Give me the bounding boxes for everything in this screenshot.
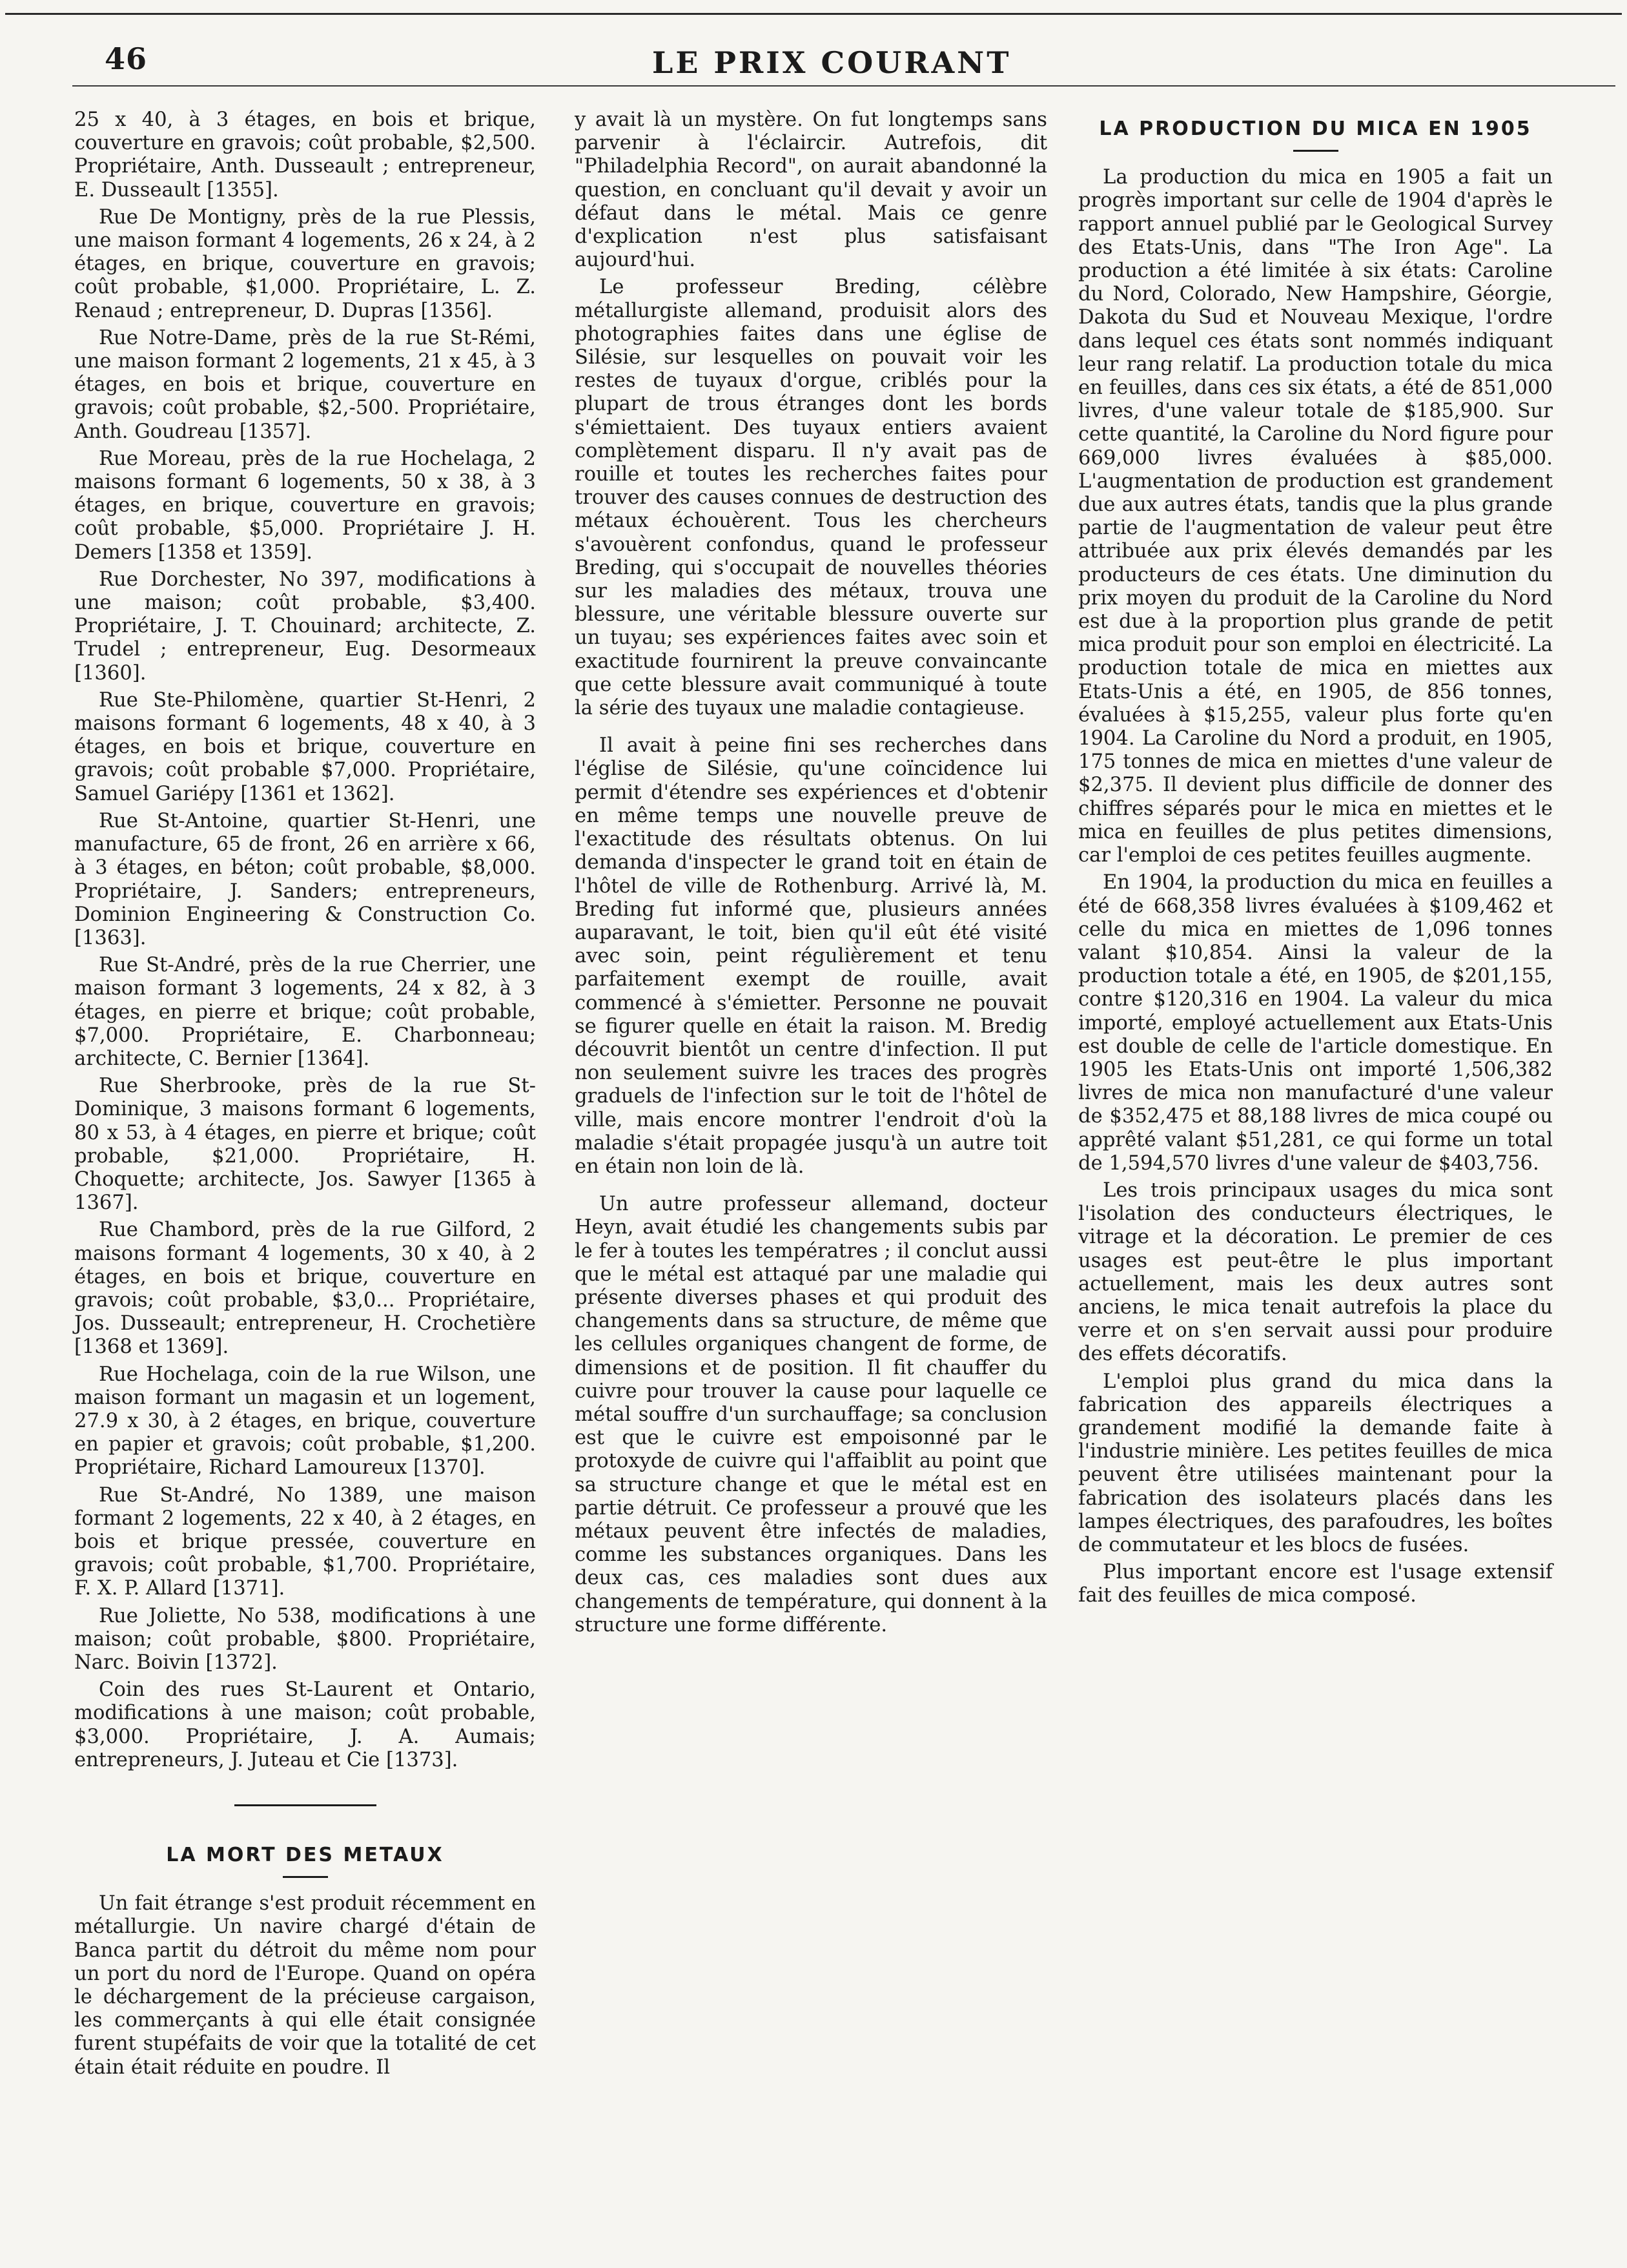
article-paragraph: Un fait étrange s'est produit récemment en métallurgie. Un navire chargé d'étain de Banca partit du détroit du même nom pour un port du nord de l'Europe. Quand on opéra le déchargement de la précieuse cargaison, les commerçants à qui elle était consignée furent stupéfaits de voir que la totalité de cet étain était réduite en poudre. Il bbox=[74, 1892, 536, 2079]
building-permit-entry: Rue Moreau, près de la rue Hochelaga, 2 maisons formant 6 logements, 50 x 38, à 3 étages, en brique, couverture en gravois; coût probable, $5,000. Propriétaire J. H. Demers [1358 et 1359]. bbox=[74, 447, 536, 564]
article-paragraph: L'emploi plus grand du mica dans la fabrication des appareils électriques a grandement modifié la demande faite à l'industrie minière. Les petites feuilles de mica peuvent être utilisées maintenant pour la fabrication des isolateurs placés dans les lampes électriques, des parafoudres, les boîtes de commutateur et les blocs de fusées. bbox=[1078, 1370, 1553, 1556]
column-3 bbox=[1078, 108, 1553, 1612]
article-heading-production-du-mica: LA PRODUCTION DU MICA EN 1905 bbox=[1099, 118, 1532, 140]
building-permit-entry: 25 x 40, à 3 étages, en bois et brique, couverture en gravois; coût probable, $2,500. Propriétaire, Anth. Dusseault ; entrepreneur, E. Dusseault [1355]. bbox=[74, 108, 536, 201]
top-border-rule bbox=[5, 13, 1622, 15]
building-permit-entry: Rue Joliette, No 538, modifications à une maison; coût probable, $800. Propriétaire, Narc. Boivin [1372]. bbox=[74, 1604, 536, 1674]
header-rule bbox=[72, 85, 1615, 87]
building-permit-entry: Rue St-André, No 1389, une maison formant 2 logements, 22 x 40, à 2 étages, en bois et brique pressée, couverture en gravois; coût probable, $1,700. Propriétaire, F. X. P. Allard [1371]. bbox=[74, 1483, 536, 1600]
article-paragraph: Il avait à peine fini ses recherches dans l'église de Silésie, qu'une coïncidence lui permit d'étendre ses expériences et d'obtenir en même temps une nouvelle preuve de l'exactitude des résultats obtenus. On lui demanda d'inspecter le grand toit en étain de l'hôtel de ville de Rothenburg. Arrivé là, M. Breding fut informé que, plusieurs années auparavant, le toit, bien qu'il eût été visité avec soin, peint régulièrement et tenu parfaitement exempt de rouille, avait commencé à s'émietter. Personne ne pouvait se figurer quelle en était la raison. M. Bredig découvrit bientôt un centre d'infection. Il put non seulement suivre les traces des progrès graduels de l'infection sur le toit de l'hôtel de ville, mais encore montrer l'endroit d'où la maladie s'était propagée jusqu'à un autre toit en étain non loin de là. bbox=[575, 734, 1047, 1178]
article-paragraph: En 1904, la production du mica en feuilles a été de 668,358 livres évaluées à $109,462 et celle du mica en miettes de 1,096 tonnes valant $10,854. Ainsi la valeur de la production totale a été, en 1905, de $201,155, contre $120,316 en 1904. La valeur du mica importé, employé actuellement aux Etats-Unis est double de celle de l'article domestique. En 1905 les Etats-Unis ont importé 1,506,382 livres de mica non manufacturé d'une valeur de $352,475 et 88,188 livres de mica coupé ou apprêté valant $51,281, ce qui forme un total de 1,594,570 livres d'une valeur de $403,756. bbox=[1078, 871, 1553, 1175]
article-paragraph: Le professeur Breding, célèbre métallurgiste allemand, produisit alors des photographies faites dans une église de Silésie, sur lesquelles on pouvait voir les restes de tuyaux d'orgue, criblés pour la plupart de trous étranges dont les bords s'émiettaient. Des tuyaux entiers avaient complètement disparu. Il n'y avait pas de rouille et toutes les recherches faites pour trouver des causes connues de destruction des métaux échouèrent. Tous les chercheurs s'avouèrent confondus, quand le professeur Breding, qui s'occupait de nouvelles théories sur les maladies des métaux, trouva une blessure, une véritable blessure ouverte sur un tuyau; ses expériences faites avec soin et exactitude fournirent la preuve convaincante que cette blessure avait communiqué à toute la série des tuyaux une maladie contagieuse. bbox=[575, 276, 1047, 720]
building-permit-entry: Rue Sherbrooke, près de la rue St-Dominique, 3 maisons formant 6 logements, 80 x 53, à 4 étages, en pierre et brique; coût probable, $21,000. Propriétaire, H. Choquette; architecte, Jos. Sawyer [1365 à 1367]. bbox=[74, 1075, 536, 1215]
building-permit-entry: Rue St-Antoine, quartier St-Henri, une manufacture, 65 de front, 26 en arrière x 66, à 3 étages, en béton; coût probable, $8,000. Propriétaire, J. Sanders; entrepreneurs, Dominion Engineering & Construction Co. [1363]. bbox=[74, 809, 536, 949]
article-heading-mort-des-metaux: LA MORT DES METAUX bbox=[166, 1844, 444, 1867]
building-permit-entry: Rue Dorchester, No 397, modifications à une maison; coût probable, $3,400. Propriétaire, J. T. Chouinard; architecte, Z. Trudel ; entrepreneur, Eug. Desormeaux [1360]. bbox=[74, 568, 536, 685]
heading-underline bbox=[283, 1876, 328, 1878]
paragraph-spacer bbox=[575, 724, 1047, 734]
building-permit-entry: Rue Ste-Philomène, quartier St-Henri, 2 maisons formant 6 logements, 48 x 40, à 3 étages, en bois et brique, couverture en gravois; coût probable $7,000. Propriétaire, Samuel Gariépy [1361 et 1362]. bbox=[74, 688, 536, 805]
building-permit-entry: Rue Notre-Dame, près de la rue St-Rémi, une maison formant 2 logements, 21 x 45, à 3 étages, en bois et brique, couverture en gravois; coût probable, $2,-500. Propriétaire, Anth. Goudreau [1357]. bbox=[74, 326, 536, 443]
building-permit-entry: Rue De Montigny, près de la rue Plessis, une maison formant 4 logements, 26 x 24, à 2 étages, en brique, couverture en gravois; coût probable, $1,000. Propriétaire, L. Z. Renaud ; entrepreneur, D. Dupras [1356]. bbox=[74, 205, 536, 322]
heading-underline bbox=[1293, 150, 1338, 152]
page-title: LE PRIX COURANT bbox=[652, 45, 1012, 80]
article-paragraph: y avait là un mystère. On fut longtemps sans parvenir à l'éclaircir. Autrefois, dit "Philadelphia Record", on aurait abandonné la question, en concluant qu'il devait y avoir un défaut dans le métal. Mais ce genre d'explication n'est plus satisfaisant aujourd'hui. bbox=[575, 108, 1047, 272]
section-divider bbox=[234, 1804, 376, 1806]
article-paragraph: La production du mica en 1905 a fait un progrès important sur celle de 1904 d'après le rapport annuel publié par le Geological Survey des Etats-Unis, dans "The Iron Age". La production a été limitée à six états: Caroline du Nord, Colorado, New Hampshire, Géorgie, Dakota du Sud et Nouveau Mexique, l'ordre dans lequel ces états sont nommés indiquant leur rang relatif. La production totale du mica en feuilles, dans ces six états, a été de 851,000 livres, d'une valeur totale de $185,900. Sur cette quantité, la Caroline du Nord figure pour 669,000 livres évaluées à $85,000. L'augmentation de production est grandement due aux autres états, tandis que la plus grande partie de l'augmentation de valeur peut être attribuée aux prix élevés demandés par les producteurs de ces états. Une diminution du prix moyen du produit de la Caroline du Nord est due à la proportion plus grande de petit mica produit pour son emploi en électricité. La production totale de mica en miettes aux Etats-Unis a été, en 1905, de 856 tonnes, évaluées à $15,255, valeur plus forte qu'en 1904. La Caroline du Nord a produit, en 1905, 175 tonnes de mica en miettes d'une valeur de $2,375. Il devient plus difficile de donner des chiffres séparés pour le mica en miettes et le mica en feuilles de plus petites dimensions, car l'emploi de ces petites feuilles augmente. bbox=[1078, 166, 1553, 867]
building-permit-entry: Rue Hochelaga, coin de la rue Wilson, une maison formant un magasin et un logement, 27.9 x 30, à 2 étages, en brique, couverture en papier et gravois; coût probable, $1,200. Propriétaire, Richard Lamoureux [1370]. bbox=[74, 1363, 536, 1479]
column-1 bbox=[74, 108, 536, 2083]
column-2 bbox=[575, 108, 1047, 1641]
page-number: 46 bbox=[105, 41, 148, 76]
article-paragraph: Plus important encore est l'usage extensif fait des feuilles de mica composé. bbox=[1078, 1561, 1553, 1607]
building-permit-entry: Coin des rues St-Laurent et Ontario, modifications à une maison; coût probable, $3,000. Propriétaire, J. A. Aumais; entrepreneurs, J. Juteau et Cie [1373]. bbox=[74, 1678, 536, 1771]
article-paragraph: Un autre professeur allemand, docteur Heyn, avait étudié les changements subis par le fer à toutes les températres ; il conclut aussi que le métal est attaqué par une maladie qui présente diverses phases et qui produit des changements dans sa structure, de même que les cellules organiques changent de forme, de dimensions et de position. Il fit chauffer du cuivre pour trouver la cause pour laquelle ce métal souffre d'un surchauffage; sa conclusion est que le cuivre est empoisonné par le protoxyde de cuivre qui l'affaiblit au point que sa structure change et que le métal est en partie détruit. Ce professeur a prouvé que les métaux peuvent être infectés de maladies, comme les substances organiques. Dans les deux cas, ces maladies sont dues aux changements de température, qui donnent à la structure une forme différente. bbox=[575, 1193, 1047, 1636]
article-paragraph: Les trois principaux usages du mica sont l'isolation des conducteurs électriques, le vitrage et la décoration. Le premier de ces usages est peut-être le plus important actuellement, mais les deux autres sont anciens, le mica tenait autrefois la place du verre et on s'en servait aussi pour produire des effets décoratifs. bbox=[1078, 1179, 1553, 1366]
building-permit-entry: Rue St-André, près de la rue Cherrier, une maison formant 3 logements, 24 x 82, à 3 étages, en pierre et brique; coût probable, $7,000. Propriétaire, E. Charbonneau; architecte, C. Bernier [1364]. bbox=[74, 954, 536, 1070]
paragraph-spacer bbox=[575, 1182, 1047, 1193]
building-permit-entry: Rue Chambord, près de la rue Gilford, 2 maisons formant 4 logements, 30 x 40, à 2 étages, en bois et brique, couverture en gravois; coût probable, $3,0... Propriétaire, Jos. Dusseault; entrepreneur, H. Crochetière [1368 et 1369]. bbox=[74, 1219, 536, 1359]
